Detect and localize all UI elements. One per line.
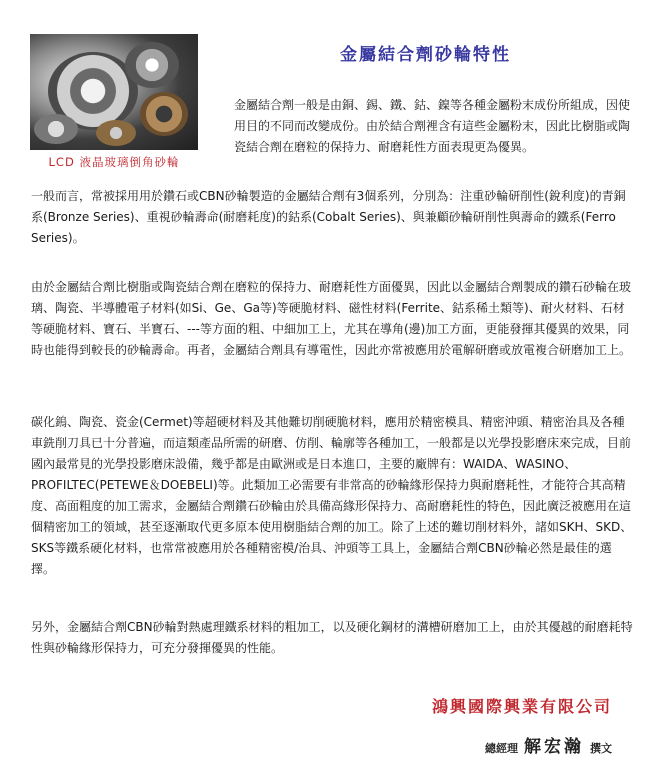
company-name: 鴻興國際興業有限公司 bbox=[431, 697, 612, 716]
author-name: 解宏瀚 bbox=[524, 737, 584, 757]
page-title: 金屬結合劑砂輪特性 bbox=[340, 45, 511, 65]
product-photo bbox=[30, 34, 198, 150]
image-caption: LCD 液晶玻璃倒角砂輪 bbox=[48, 155, 180, 169]
intro-paragraph: 金屬結合劑一般是由銅、錫、鐵、鈷、鎳等各種金屬粉末成份所組成，因使用目的不同而改變成份。由於結合劑裡含有這些金屬粉末，因此比樹脂或陶瓷結合劑在磨粒的保持力、耐磨耗性方面表現更為優異。 bbox=[234, 98, 631, 154]
author-signature bbox=[485, 732, 612, 757]
paragraph-precision-grinding: 碳化鎢、陶瓷、瓷金(Cermet)等超硬材料及其他難切削硬脆材料，應用於精密模具、精密沖頭、精密治具及各種車銑削刀具已十分普遍，而這類產品所需的研磨、仿削、輪廓等各種加工，一般都是以光學投影磨床來完成，目前國內最常見的光學投影磨床設備，幾乎都是由歐洲或是日本進口，主要的廠牌有：WAIDA、WASINO、PROFILTEC(PETEWE＆DOEBELI)等。此類加工必需要有非常高的砂輪緣形保持力與耐磨耗性，才能符合其高精度、高面粗度的加工需求，金屬結合劑鑽石砂輪由於具備高緣形保持力、高耐磨耗性的特色，因此廣泛被應用在這個精密加工的領域，甚至逐漸取代更多原本使用樹脂結合劑的加工。除了上述的難切削材料外，諸如SKH、SKD、SKS等鐵系硬化材料，也常常被應用於各種精密模/治具、沖頭等工具上，金屬結合劑CBN砂輪必然是最佳的選擇。 bbox=[31, 415, 633, 576]
paragraph-cbn: 另外，金屬結合劑CBN砂輪對熱處理鐵系材料的粗加工，以及硬化鋼材的溝槽研磨加工上，由於其優越的耐磨耗特性與砂輪緣形保持力，可充分發揮優異的性能。 bbox=[31, 620, 633, 655]
author-title: 總經理 bbox=[485, 742, 518, 755]
paragraph-bond-series: 一般而言，常被採用用於鑽石或CBN砂輪製造的金屬結合劑有3個系列，分別為：注重砂輪研削性(銳利度)的青銅系(Bronze Series)、重視砂輪壽命(耐磨耗度)的鈷系(Cobalt Series)、與兼顧砂輪研削性與壽命的鐵系(Ferro Series)。 bbox=[31, 189, 626, 245]
author-suffix: 撰文 bbox=[590, 742, 612, 755]
paragraph-applications: 由於金屬結合劑比樹脂或陶瓷結合劑在磨粒的保持力、耐磨耗性方面優異，因此以金屬結合劑製成的鑽石砂輪在玻璃、陶瓷、半導體電子材料(如Si、Ge、Ga等)等硬脆材料、磁性材料(Ferrite、鈷系稀土類等)、耐火材料、石材等硬脆材料、寶石、半寶石、---等方面的粗、中細加工上，尤其在導角(邊)加工方面，更能發揮其優異的效果，同時也能得到較長的砂輪壽命。再者，金屬結合劑具有導電性，因此亦常被應用於電解研磨或放電複合研磨加工上。 bbox=[31, 280, 632, 357]
